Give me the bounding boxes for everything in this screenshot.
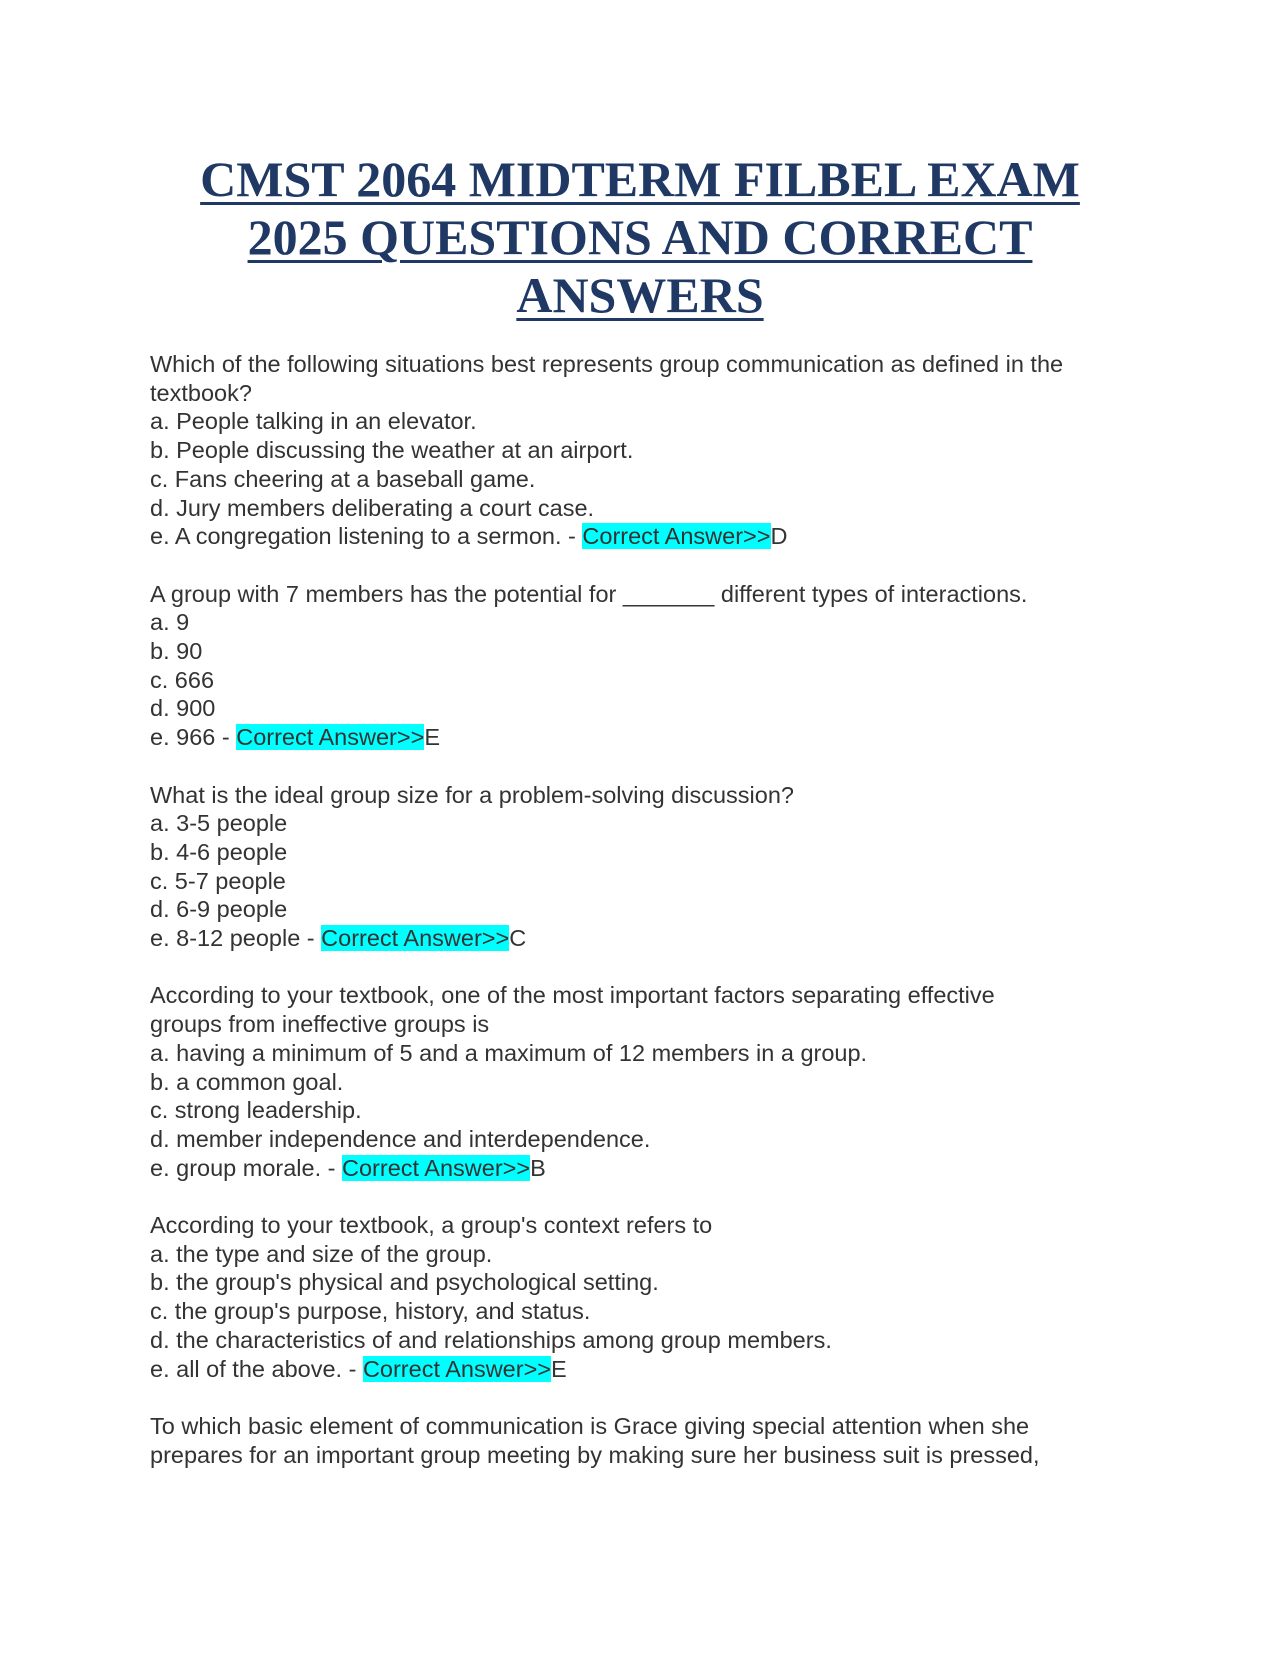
answer-option: b. People discussing the weather at an airport. [150, 437, 634, 464]
answer-option-text: e. all of the above. - [150, 1355, 363, 1382]
answer-option: a. 9 [150, 609, 190, 636]
answer-option: b. a common goal. [150, 1068, 344, 1095]
question-5 [150, 1211, 1140, 1383]
question-stem: To which basic element of communication is Grace giving special attention when she [150, 1412, 1030, 1439]
question-stem: According to your textbook, one of the most important factors separating effective [150, 982, 995, 1009]
answer-option: b. the group's physical and psychological setting. [150, 1269, 659, 1296]
answer-option-last [150, 522, 1140, 551]
correct-answer-highlight: Correct Answer>> [236, 724, 425, 751]
answer-option-last [150, 924, 1140, 953]
answer-option-text: e. group morale. - [150, 1154, 343, 1181]
answer-option: a. People talking in an elevator. [150, 408, 477, 435]
question-stem: What is the ideal group size for a problem-solving discussion? [150, 781, 794, 808]
title-line: CMST 2064 MIDTERM FILBEL EXAM [200, 151, 1080, 207]
answer-option: c. 5-7 people [150, 867, 286, 894]
answer-option-last [150, 1154, 1140, 1183]
answer-option: a. the type and size of the group. [150, 1240, 493, 1267]
answer-option-last [150, 723, 1140, 752]
answer-option: c. Fans cheering at a baseball game. [150, 465, 536, 492]
question-stem: According to your textbook, a group's context refers to [150, 1212, 713, 1239]
answer-option: d. Jury members deliberating a court case. [150, 494, 595, 521]
question-stem: groups from ineffective groups is [150, 1011, 490, 1038]
answer-option: c. the group's purpose, history, and status. [150, 1298, 591, 1325]
answer-option: d. 900 [150, 695, 216, 722]
answer-option: c. 666 [150, 666, 215, 693]
title-line: ANSWERS [516, 267, 764, 323]
answer-option-text: e. 8-12 people - [150, 925, 322, 952]
correct-answer-letter: E [551, 1355, 567, 1382]
answer-option-text: e. A congregation listening to a sermon. - [150, 523, 583, 550]
document-title [150, 150, 1130, 324]
question-stem: A group with 7 members has the potential for _______ different types of interactions. [150, 580, 1028, 607]
title-line: 2025 QUESTIONS AND CORRECT [247, 209, 1033, 265]
answer-option: b. 4-6 people [150, 838, 288, 865]
question-4 [150, 981, 1140, 1182]
correct-answer-letter: C [509, 925, 527, 952]
question-6 [150, 1412, 1140, 1469]
answer-option: a. 3-5 people [150, 810, 288, 837]
answer-option-text: e. 966 - [150, 724, 237, 751]
answer-option: a. having a minimum of 5 and a maximum of 12 members in a group. [150, 1039, 868, 1066]
question-stem: textbook? [150, 379, 252, 406]
question-1 [150, 350, 1140, 551]
answer-option: b. 90 [150, 638, 203, 665]
answer-option: d. the characteristics of and relationships among group members. [150, 1326, 832, 1353]
answer-option-last [150, 1355, 1140, 1384]
correct-answer-highlight: Correct Answer>> [362, 1355, 552, 1382]
answer-option: d. member independence and interdependence. [150, 1125, 651, 1152]
correct-answer-highlight: Correct Answer>> [321, 925, 510, 952]
question-list [150, 350, 1140, 1498]
question-2 [150, 580, 1140, 752]
answer-option: c. strong leadership. [150, 1097, 362, 1124]
answer-option: d. 6-9 people [150, 896, 288, 923]
question-stem: prepares for an important group meeting by making sure her business suit is pressed, [150, 1441, 1040, 1468]
question-3 [150, 781, 1140, 953]
correct-answer-letter: B [530, 1154, 546, 1181]
correct-answer-letter: D [770, 523, 788, 550]
correct-answer-highlight: Correct Answer>> [342, 1154, 531, 1181]
correct-answer-highlight: Correct Answer>> [582, 523, 771, 550]
correct-answer-letter: E [424, 724, 441, 751]
question-stem: Which of the following situations best represents group communication as defined in the [150, 351, 1064, 377]
